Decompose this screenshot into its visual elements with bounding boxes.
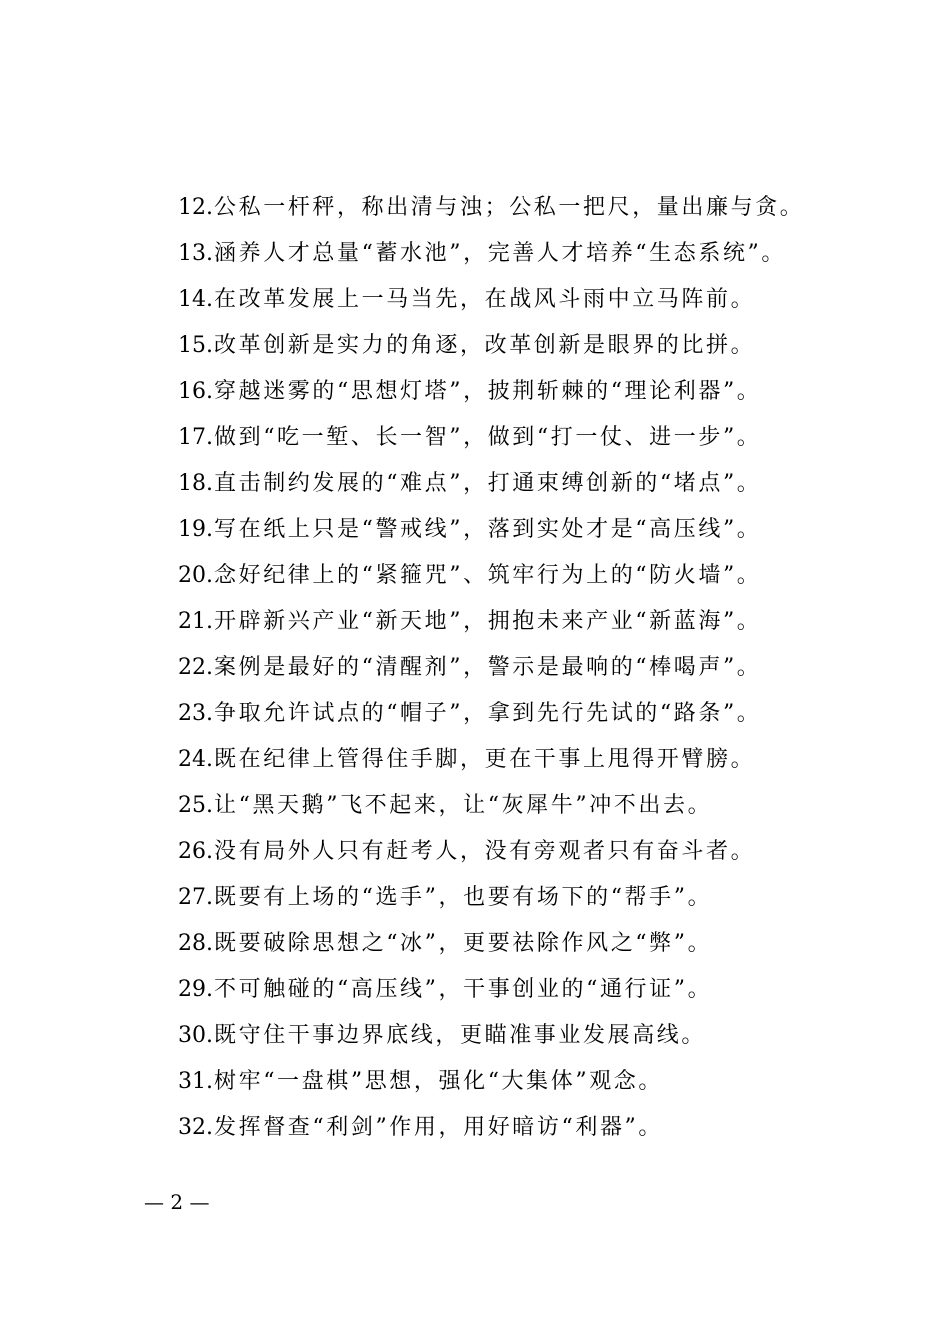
list-item bbox=[178, 556, 878, 602]
item-text: 争取允许试点的“帽子”，拿到先行先试的“路条”。 bbox=[214, 701, 762, 726]
item-text: 发挥督查“利剑”作用，用好暗访“利器”。 bbox=[214, 1115, 663, 1140]
item-number: 32. bbox=[178, 1115, 213, 1140]
item-text: 开辟新兴产业“新天地”，拥抱未来产业“新蓝海”。 bbox=[214, 609, 762, 634]
item-number: 25. bbox=[178, 793, 213, 818]
list-item bbox=[178, 832, 878, 878]
item-number: 24. bbox=[178, 747, 213, 772]
list-item bbox=[178, 1062, 878, 1108]
list-item bbox=[178, 786, 878, 832]
list-item bbox=[178, 1108, 878, 1154]
item-number: 22. bbox=[178, 655, 213, 680]
list-item bbox=[178, 510, 878, 556]
item-text: 让“黑天鹅”飞不起来，让“灰犀牛”冲不出去。 bbox=[214, 793, 713, 818]
list-item bbox=[178, 464, 878, 510]
item-number: 21. bbox=[178, 609, 213, 634]
item-text: 改革创新是实力的角逐，改革创新是眼界的比拼。 bbox=[214, 333, 756, 358]
list-item bbox=[178, 234, 878, 280]
list-item bbox=[178, 602, 878, 648]
item-number: 16. bbox=[178, 379, 213, 404]
item-number: 14. bbox=[178, 287, 213, 312]
list-item bbox=[178, 326, 878, 372]
list-item bbox=[178, 924, 878, 970]
list-item bbox=[178, 970, 878, 1016]
list-item bbox=[178, 372, 878, 418]
item-number: 28. bbox=[178, 931, 213, 956]
list-item bbox=[178, 418, 878, 464]
list-item bbox=[178, 694, 878, 740]
item-text: 不可触碰的“高压线”，干事创业的“通行证”。 bbox=[214, 977, 713, 1002]
item-number: 26. bbox=[178, 839, 213, 864]
list-item bbox=[178, 648, 878, 694]
list-item bbox=[178, 1016, 878, 1062]
item-number: 30. bbox=[178, 1023, 213, 1048]
item-text: 既守住干事边界底线，更瞄准事业发展高线。 bbox=[214, 1023, 707, 1048]
item-text: 念好纪律上的“紧箍咒”、筑牢行为上的“防火墙”。 bbox=[214, 563, 762, 588]
list-item bbox=[178, 188, 878, 234]
list-item bbox=[178, 740, 878, 786]
item-text: 既在纪律上管得住手脚，更在干事上甩得开臂膀。 bbox=[214, 747, 756, 772]
item-text: 没有局外人只有赶考人，没有旁观者只有奋斗者。 bbox=[214, 839, 756, 864]
item-number: 15. bbox=[178, 333, 213, 358]
item-text: 直击制约发展的“难点”，打通束缚创新的“堵点”。 bbox=[214, 471, 762, 496]
list-item bbox=[178, 280, 878, 326]
item-number: 27. bbox=[178, 885, 213, 910]
page-number: — 2 — bbox=[144, 1190, 210, 1214]
item-text: 穿越迷雾的“思想灯塔”，披荆斩棘的“理论利器”。 bbox=[214, 379, 762, 404]
item-text: 写在纸上只是“警戒线”，落到实处才是“高压线”。 bbox=[214, 517, 762, 542]
item-number: 17. bbox=[178, 425, 213, 450]
item-text: 公私一杆秤，称出清与浊；公私一把尺，量出廉与贪。 bbox=[214, 195, 805, 220]
item-number: 12. bbox=[178, 195, 213, 220]
item-number: 13. bbox=[178, 241, 213, 266]
item-number: 19. bbox=[178, 517, 213, 542]
list-item bbox=[178, 878, 878, 924]
item-text: 案例是最好的“清醒剂”，警示是最响的“棒喝声”。 bbox=[214, 655, 762, 680]
item-number: 18. bbox=[178, 471, 213, 496]
item-text: 既要破除思想之“冰”，更要祛除作风之“弊”。 bbox=[214, 931, 713, 956]
item-text: 树牢“一盘棋”思想，强化“大集体”观念。 bbox=[214, 1069, 663, 1094]
numbered-list bbox=[178, 188, 878, 1154]
item-text: 在改革发展上一马当先，在战风斗雨中立马阵前。 bbox=[214, 287, 756, 312]
item-number: 23. bbox=[178, 701, 213, 726]
item-number: 31. bbox=[178, 1069, 213, 1094]
item-text: 既要有上场的“选手”，也要有场下的“帮手”。 bbox=[214, 885, 713, 910]
item-number: 29. bbox=[178, 977, 213, 1002]
item-text: 做到“吃一堑、长一智”，做到“打一仗、进一步”。 bbox=[214, 425, 762, 450]
item-text: 涵养人才总量“蓄水池”，完善人才培养“生态系统”。 bbox=[214, 241, 786, 266]
item-number: 20. bbox=[178, 563, 213, 588]
